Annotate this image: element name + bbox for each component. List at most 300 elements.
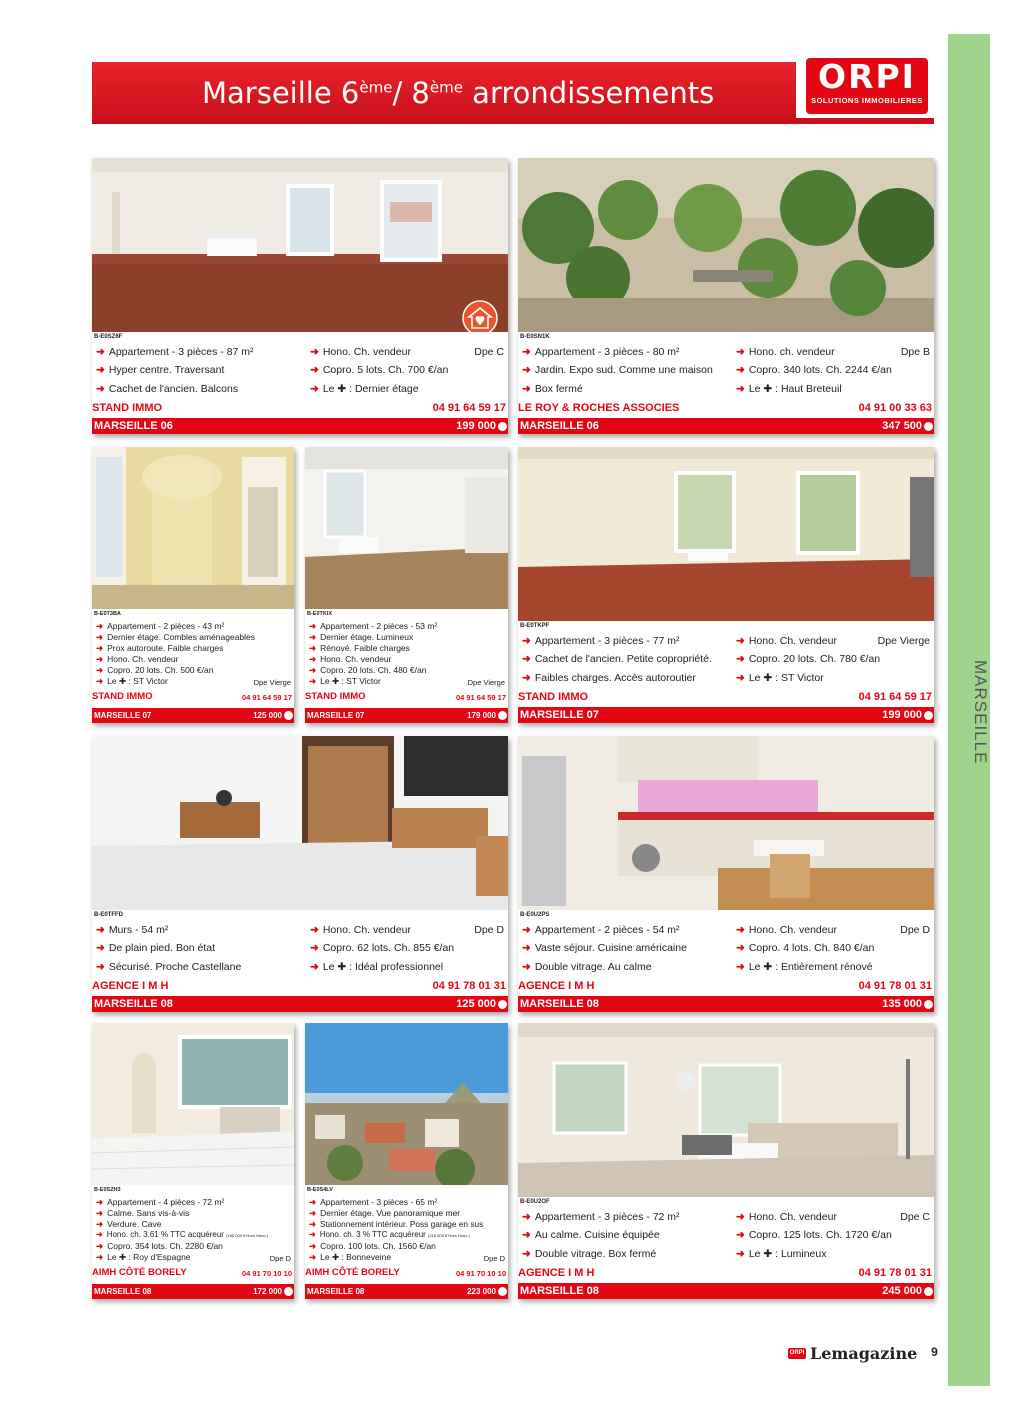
feature-line	[309, 1241, 436, 1252]
feature-line	[522, 961, 652, 973]
euro-icon	[498, 1287, 507, 1296]
detail-line	[736, 1211, 837, 1223]
arrow-icon: ➜	[96, 364, 105, 376]
price-value: 172 000	[253, 1287, 282, 1296]
arrow-icon: ➜	[309, 621, 317, 631]
agency-phone: 04 91 64 59 17	[858, 691, 932, 703]
arrow-icon: ➜	[736, 346, 745, 358]
listing-photo	[518, 1023, 934, 1197]
arrow-icon: ➜	[522, 364, 531, 376]
feature-line	[309, 1252, 391, 1263]
fine-note: (166 000 € Hors Hono.)	[226, 1233, 268, 1238]
title-sup: ème	[359, 78, 393, 97]
feature-text: Vaste séjour. Cuisine américaine	[534, 942, 687, 954]
heart-house-icon	[462, 300, 498, 332]
dpe-label: Dpe C	[474, 346, 504, 358]
listing-photo	[92, 736, 508, 910]
feature-text: Dernier étage. Combles aménageables	[107, 632, 256, 642]
title-part: Marseille 6	[202, 76, 360, 110]
detail-line	[736, 672, 824, 684]
feature-line	[309, 665, 426, 676]
arrow-icon: ➜	[96, 1241, 104, 1251]
city-label: MARSEILLE 08	[307, 1287, 365, 1296]
euro-icon	[498, 711, 507, 720]
city-label: MARSEILLE 07	[307, 711, 365, 720]
arrow-icon: ➜	[96, 924, 105, 936]
arrow-icon: ➜	[736, 961, 745, 973]
feature-text: Appartement - 2 pièces - 54 m²	[534, 924, 680, 936]
city-label: MARSEILLE 08	[94, 1287, 152, 1296]
agency-name: AGENCE I M H	[518, 1267, 595, 1279]
detail-text: Le ✚ : Lumineux	[748, 1248, 827, 1260]
feature-text: Dernier étage. Lumineux	[320, 632, 414, 642]
listing-card[interactable]	[518, 736, 934, 1012]
feature-text: Hono. ch. 3.61 % TTC acquéreur	[106, 1230, 224, 1239]
arrow-icon: ➜	[309, 1219, 316, 1229]
side-label: MARSEILLE	[971, 659, 990, 765]
feature-line	[96, 383, 238, 395]
detail-line	[310, 961, 443, 973]
feature-text: Jardin. Expo sud. Comme une maison	[534, 364, 713, 376]
feature-text: Le ✚ : Roy d'Espagne	[107, 1252, 191, 1262]
feature-text: Box fermé	[534, 383, 583, 395]
photo-living-room-tiles	[518, 447, 934, 621]
detail-line	[736, 364, 892, 376]
arrow-icon: ➜	[310, 924, 319, 936]
feature-text: Appartement - 4 pièces - 72 m²	[107, 1197, 225, 1207]
arrow-icon: ➜	[310, 346, 319, 358]
feature-line	[309, 1230, 470, 1239]
feature-line	[522, 672, 696, 684]
arrow-icon: ➜	[736, 383, 745, 395]
feature-line	[96, 621, 224, 632]
page-title	[202, 76, 714, 110]
feature-line	[96, 632, 255, 643]
city-label: MARSEILLE 06	[94, 420, 173, 432]
price-value: 223 000	[467, 1287, 496, 1296]
arrow-icon: ➜	[96, 1208, 104, 1218]
listing-ref: B-E0SN1K	[520, 334, 550, 340]
feature-text: Hyper centre. Traversant	[108, 364, 225, 376]
listing-photo	[305, 1023, 508, 1185]
photo-garden-terrace	[518, 158, 934, 332]
title-sup: ème	[429, 78, 463, 97]
detail-text: Le ✚ : ST Victor	[748, 672, 824, 684]
feature-line	[522, 1229, 660, 1241]
detail-text: Copro. 62 lots. Ch. 855 €/an	[322, 942, 455, 954]
feature-text: Appartement - 3 pièces - 77 m²	[534, 635, 680, 647]
price-value: 179 000	[467, 711, 496, 720]
arrow-icon: ➜	[736, 364, 745, 376]
feature-text: Appartement - 3 pièces - 80 m²	[534, 346, 680, 358]
feature-line	[96, 665, 213, 676]
feature-line	[309, 676, 381, 687]
listing-photo	[518, 736, 934, 910]
dpe-label: Dpe B	[900, 346, 930, 358]
feature-text: Appartement - 3 pièces - 72 m²	[534, 1211, 680, 1223]
feature-text: Copro. 100 lots. Ch. 1560 €/an	[320, 1241, 436, 1251]
price-bar	[92, 1284, 294, 1299]
listing-card[interactable]	[92, 1023, 294, 1299]
feature-text: Rénové. Faible charges	[320, 643, 410, 653]
city-label: MARSEILLE 07	[94, 711, 152, 720]
city-label: MARSEILLE 08	[520, 1285, 599, 1297]
feature-line	[309, 654, 391, 665]
arrow-icon: ➜	[310, 961, 319, 973]
feature-line	[522, 924, 680, 936]
listing-photo	[305, 447, 508, 609]
arrow-icon: ➜	[96, 1197, 104, 1207]
listing-ref: B-E0S4LV	[307, 1187, 333, 1193]
listing-ref: B-E0TFFD	[94, 912, 123, 918]
arrow-icon: ➜	[96, 346, 105, 358]
detail-line	[736, 924, 837, 936]
listing-card[interactable]	[92, 736, 508, 1012]
feature-line	[96, 676, 168, 687]
agency-name: STAND IMMO	[518, 691, 589, 703]
detail-text: Copro. 340 lots. Ch. 2244 €/an	[748, 364, 892, 376]
photo-room-laminate	[305, 447, 508, 609]
arrow-icon: ➜	[522, 635, 531, 647]
title-part: arrondissements	[462, 76, 715, 110]
feature-text: Appartement - 2 pièces - 53 m²	[320, 621, 438, 631]
price-bar	[518, 996, 934, 1012]
feature-text: Double vitrage. Box fermé	[534, 1248, 657, 1260]
arrow-icon: ➜	[96, 665, 104, 675]
agency-phone: 04 91 78 01 31	[858, 980, 932, 992]
feature-line	[522, 653, 712, 665]
feature-line	[96, 1252, 191, 1263]
listing-ref: B-E0SZ6F	[94, 334, 123, 340]
detail-line	[736, 961, 873, 973]
detail-text: Copro. 20 lots. Ch. 780 €/an	[748, 653, 881, 665]
price-bar	[92, 996, 508, 1012]
price-bar	[305, 708, 508, 723]
dpe-label: Dpe D	[483, 1254, 505, 1263]
feature-line	[96, 961, 241, 973]
arrow-icon: ➜	[310, 942, 319, 954]
arrow-icon: ➜	[96, 961, 105, 973]
detail-text: Hono. Ch. vendeur	[322, 924, 411, 936]
feature-line	[96, 1241, 223, 1252]
detail-line	[310, 942, 454, 954]
agency-phone: 04 91 00 33 63	[858, 402, 932, 414]
listing-card[interactable]	[518, 447, 934, 723]
price-bar	[518, 1283, 934, 1299]
feature-line	[522, 1211, 680, 1223]
arrow-icon: ➜	[309, 654, 317, 664]
listing-ref: B-E0TKPF	[520, 623, 550, 629]
feature-line	[309, 621, 437, 632]
euro-icon	[498, 422, 507, 431]
euro-icon	[498, 1000, 507, 1009]
logo-word: ORPI	[818, 57, 916, 96]
feature-text: Dernier étage. Vue panoramique mer	[320, 1208, 461, 1218]
price-value: 135 000	[882, 998, 922, 1010]
listing-ref: B-E0TKIX	[307, 611, 333, 617]
arrow-icon: ➜	[96, 632, 104, 642]
feature-line	[309, 1208, 460, 1219]
agency-phone: 04 91 64 59 17	[432, 402, 506, 414]
arrow-icon: ➜	[309, 643, 317, 653]
listing-photo	[92, 158, 508, 332]
detail-text: Hono. Ch. vendeur	[748, 924, 837, 936]
feature-text: Hono. ch. 3 % TTC acquéreur	[319, 1230, 426, 1239]
page-number: 9	[925, 1341, 944, 1363]
arrow-icon: ➜	[736, 1248, 745, 1260]
arrow-icon: ➜	[522, 1211, 531, 1223]
detail-line	[736, 1248, 827, 1260]
agency-phone: 04 91 64 59 17	[241, 693, 292, 702]
feature-text: Au calme. Cuisine équipée	[534, 1229, 660, 1241]
fine-note: (216 505 € Hors Hono.)	[428, 1233, 470, 1238]
arrow-icon: ➜	[96, 942, 105, 954]
listing-photo	[518, 158, 934, 332]
feature-text: Appartement - 3 pièces - 87 m²	[108, 346, 254, 358]
feature-text: Appartement - 3 pièces - 65 m²	[320, 1197, 438, 1207]
title-part: / 8	[392, 76, 430, 110]
orpi-logo	[796, 52, 934, 118]
detail-text: Le ✚ : Idéal professionnel	[322, 961, 444, 973]
arrow-icon: ➜	[310, 383, 319, 395]
detail-text: Hono. Ch. vendeur	[748, 635, 837, 647]
euro-icon	[924, 422, 933, 431]
photo-lounge-sofa	[518, 1023, 934, 1197]
agency-name: STAND IMMO	[92, 402, 163, 414]
feature-text: Copro. 20 lots. Ch. 500 €/an	[107, 665, 214, 675]
feature-line	[309, 643, 410, 654]
logo-box	[806, 58, 928, 114]
agency-phone: 04 91 70 10 10	[455, 1269, 506, 1278]
arrow-icon: ➜	[96, 1230, 103, 1239]
detail-text: Copro. 5 lots. Ch. 700 €/an	[322, 364, 449, 376]
arrow-icon: ➜	[736, 635, 745, 647]
euro-icon	[924, 711, 933, 720]
photo-bright-room	[92, 1023, 294, 1185]
feature-line	[309, 632, 413, 643]
price-value: 199 000	[456, 420, 496, 432]
detail-text: Hono. Ch. vendeur	[322, 346, 411, 358]
arrow-icon: ➜	[522, 672, 531, 684]
arrow-icon: ➜	[309, 1197, 317, 1207]
detail-text: Copro. 4 lots. Ch. 840 €/an	[748, 942, 875, 954]
listing-card[interactable]	[518, 1023, 934, 1299]
price-value: 125 000	[253, 711, 282, 720]
price-value: 245 000	[882, 1285, 922, 1297]
listing-ref: B-E0U2OF	[520, 1199, 550, 1205]
listing-photo	[518, 447, 934, 621]
agency-name: STAND IMMO	[305, 691, 366, 702]
dpe-label: Dpe C	[900, 1211, 930, 1223]
arrow-icon: ➜	[522, 942, 531, 954]
listing-card[interactable]	[518, 158, 934, 434]
listing-card[interactable]	[92, 447, 294, 723]
agency-phone: 04 91 78 01 31	[432, 980, 506, 992]
feature-text: Prox autoroute. Faible charges	[107, 643, 224, 653]
detail-text: Copro. 125 lots. Ch. 1720 €/an	[748, 1229, 892, 1241]
price-bar	[92, 708, 294, 723]
photo-city-view	[305, 1023, 508, 1185]
agency-name: AGENCE I M H	[92, 980, 169, 992]
arrow-icon: ➜	[310, 364, 319, 376]
feature-text: Sécurisé. Proche Castellane	[108, 961, 242, 973]
logo-sub: SOLUTIONS IMMOBILIERES	[811, 96, 923, 105]
arrow-icon: ➜	[736, 653, 745, 665]
arrow-icon: ➜	[736, 1211, 745, 1223]
detail-line	[736, 635, 837, 647]
feature-text: Le ✚ : Bonneveine	[320, 1252, 392, 1262]
dpe-label: Dpe D	[474, 924, 504, 936]
city-label: MARSEILLE 07	[520, 709, 599, 721]
detail-text: Hono. ch. vendeur	[748, 346, 835, 358]
dpe-label: Dpe D	[900, 924, 930, 936]
arrow-icon: ➜	[96, 654, 104, 664]
price-value: 125 000	[456, 998, 496, 1010]
feature-line	[522, 942, 687, 954]
feature-line	[96, 654, 178, 665]
listing-ref: B-E0U2PS	[520, 912, 550, 918]
price-bar	[305, 1284, 508, 1299]
arrow-icon: ➜	[736, 942, 745, 954]
feature-line	[309, 1197, 437, 1208]
feature-line	[96, 1197, 224, 1208]
price-value: 199 000	[882, 709, 922, 721]
footer-orpi-logo: ORPI	[788, 1348, 806, 1359]
arrow-icon: ➜	[309, 1230, 316, 1239]
agency-name: LE ROY & ROCHES ASSOCIES	[518, 402, 680, 414]
agency-phone: 04 91 64 59 17	[455, 693, 506, 702]
detail-line	[310, 924, 411, 936]
feature-line	[96, 643, 223, 654]
listing-card[interactable]	[305, 447, 508, 723]
photo-yellow-room	[92, 447, 294, 609]
feature-text: Cachet de l'ancien. Petite copropriété.	[534, 653, 712, 665]
price-bar	[518, 707, 934, 723]
detail-line	[310, 346, 411, 358]
feature-line	[96, 364, 224, 376]
arrow-icon: ➜	[522, 924, 531, 936]
agency-name: AIMH CÔTÉ BORELY	[305, 1267, 400, 1278]
feature-text: Murs - 54 m²	[108, 924, 169, 936]
feature-text: Copro. 20 lots. Ch. 480 €/an	[320, 665, 427, 675]
detail-text: Hono. Ch. vendeur	[748, 1211, 837, 1223]
agency-name: STAND IMMO	[92, 691, 153, 702]
detail-line	[736, 653, 880, 665]
listing-card[interactable]	[305, 1023, 508, 1299]
detail-line	[736, 942, 874, 954]
agency-phone: 04 91 78 01 31	[858, 1267, 932, 1279]
listing-photo	[92, 447, 294, 609]
arrow-icon: ➜	[522, 961, 531, 973]
feature-line	[96, 942, 215, 954]
arrow-icon: ➜	[96, 621, 104, 631]
photo-empty-room-parquet	[92, 158, 508, 332]
arrow-icon: ➜	[309, 1252, 317, 1262]
detail-text: Le ✚ : Haut Breteuil	[748, 383, 842, 395]
dpe-label: Dpe Vierge	[467, 678, 505, 687]
arrow-icon: ➜	[96, 383, 105, 395]
euro-icon	[284, 1287, 293, 1296]
listing-photo	[92, 1023, 294, 1185]
feature-line	[522, 1248, 656, 1260]
arrow-icon: ➜	[96, 643, 104, 653]
feature-text: Cachet de l'ancien. Balcons	[108, 383, 239, 395]
feature-text: Le ✚ : ST Victor	[320, 676, 381, 686]
euro-icon	[924, 1287, 933, 1296]
feature-text: Copro. 354 lots. Ch. 2280 €/an	[107, 1241, 223, 1251]
price-value: 347 500	[882, 420, 922, 432]
arrow-icon: ➜	[736, 1229, 745, 1241]
city-label: MARSEILLE 08	[94, 998, 173, 1010]
agency-name: AGENCE I M H	[518, 980, 595, 992]
feature-line	[522, 383, 583, 395]
feature-line	[309, 1219, 483, 1229]
listing-card[interactable]	[92, 158, 508, 434]
arrow-icon: ➜	[309, 665, 317, 675]
listing-ref: B-E0T3BA	[94, 611, 121, 617]
arrow-icon: ➜	[736, 924, 745, 936]
arrow-icon: ➜	[309, 1241, 317, 1251]
detail-line	[310, 383, 419, 395]
feature-text: Appartement - 2 pièces - 43 m²	[107, 621, 225, 631]
feature-text: Hono. Ch. vendeur	[320, 654, 392, 664]
agency-phone: 04 91 70 10 10	[241, 1269, 292, 1278]
detail-line	[736, 1229, 892, 1241]
arrow-icon: ➜	[522, 1229, 531, 1241]
feature-text: Stationnement intérieur. Poss garage en sus	[319, 1219, 484, 1229]
arrow-icon: ➜	[309, 1208, 317, 1218]
dpe-label: Dpe Vierge	[253, 678, 291, 687]
feature-line	[96, 1219, 161, 1230]
arrow-icon: ➜	[522, 653, 531, 665]
feature-line	[522, 346, 680, 358]
price-bar	[518, 418, 934, 434]
price-bar	[92, 418, 508, 434]
city-label: MARSEILLE 08	[520, 998, 599, 1010]
arrow-icon: ➜	[522, 383, 531, 395]
detail-text: Le ✚ : Entièrement rénové	[748, 961, 873, 973]
feature-text: Le ✚ : ST Victor	[107, 676, 168, 686]
feature-line	[96, 1208, 189, 1219]
feature-line	[96, 924, 168, 936]
arrow-icon: ➜	[96, 1219, 104, 1229]
feature-line	[96, 346, 254, 358]
dpe-label: Dpe D	[269, 1254, 291, 1263]
arrow-icon: ➜	[96, 1252, 104, 1262]
euro-icon	[284, 711, 293, 720]
listing-ref: B-E0SZH3	[94, 1187, 121, 1193]
arrow-icon: ➜	[309, 676, 317, 686]
arrow-icon: ➜	[309, 632, 317, 642]
feature-text: Double vitrage. Au calme	[534, 961, 652, 973]
feature-line	[96, 1230, 268, 1239]
detail-line	[310, 364, 448, 376]
feature-line	[522, 635, 680, 647]
feature-text: Calme. Sans vis-à-vis	[107, 1208, 190, 1218]
feature-text: Verdure. Cave	[107, 1219, 162, 1229]
photo-office-space	[92, 736, 508, 910]
arrow-icon: ➜	[522, 1248, 531, 1260]
detail-line	[736, 383, 842, 395]
detail-line	[736, 346, 835, 358]
arrow-icon: ➜	[736, 672, 745, 684]
footer-magazine-name: Lemagazine	[810, 1344, 918, 1363]
arrow-icon: ➜	[96, 676, 104, 686]
photo-kitchen	[518, 736, 934, 910]
arrow-icon: ➜	[522, 346, 531, 358]
dpe-label: Dpe Vierge	[877, 635, 930, 647]
city-label: MARSEILLE 06	[520, 420, 599, 432]
